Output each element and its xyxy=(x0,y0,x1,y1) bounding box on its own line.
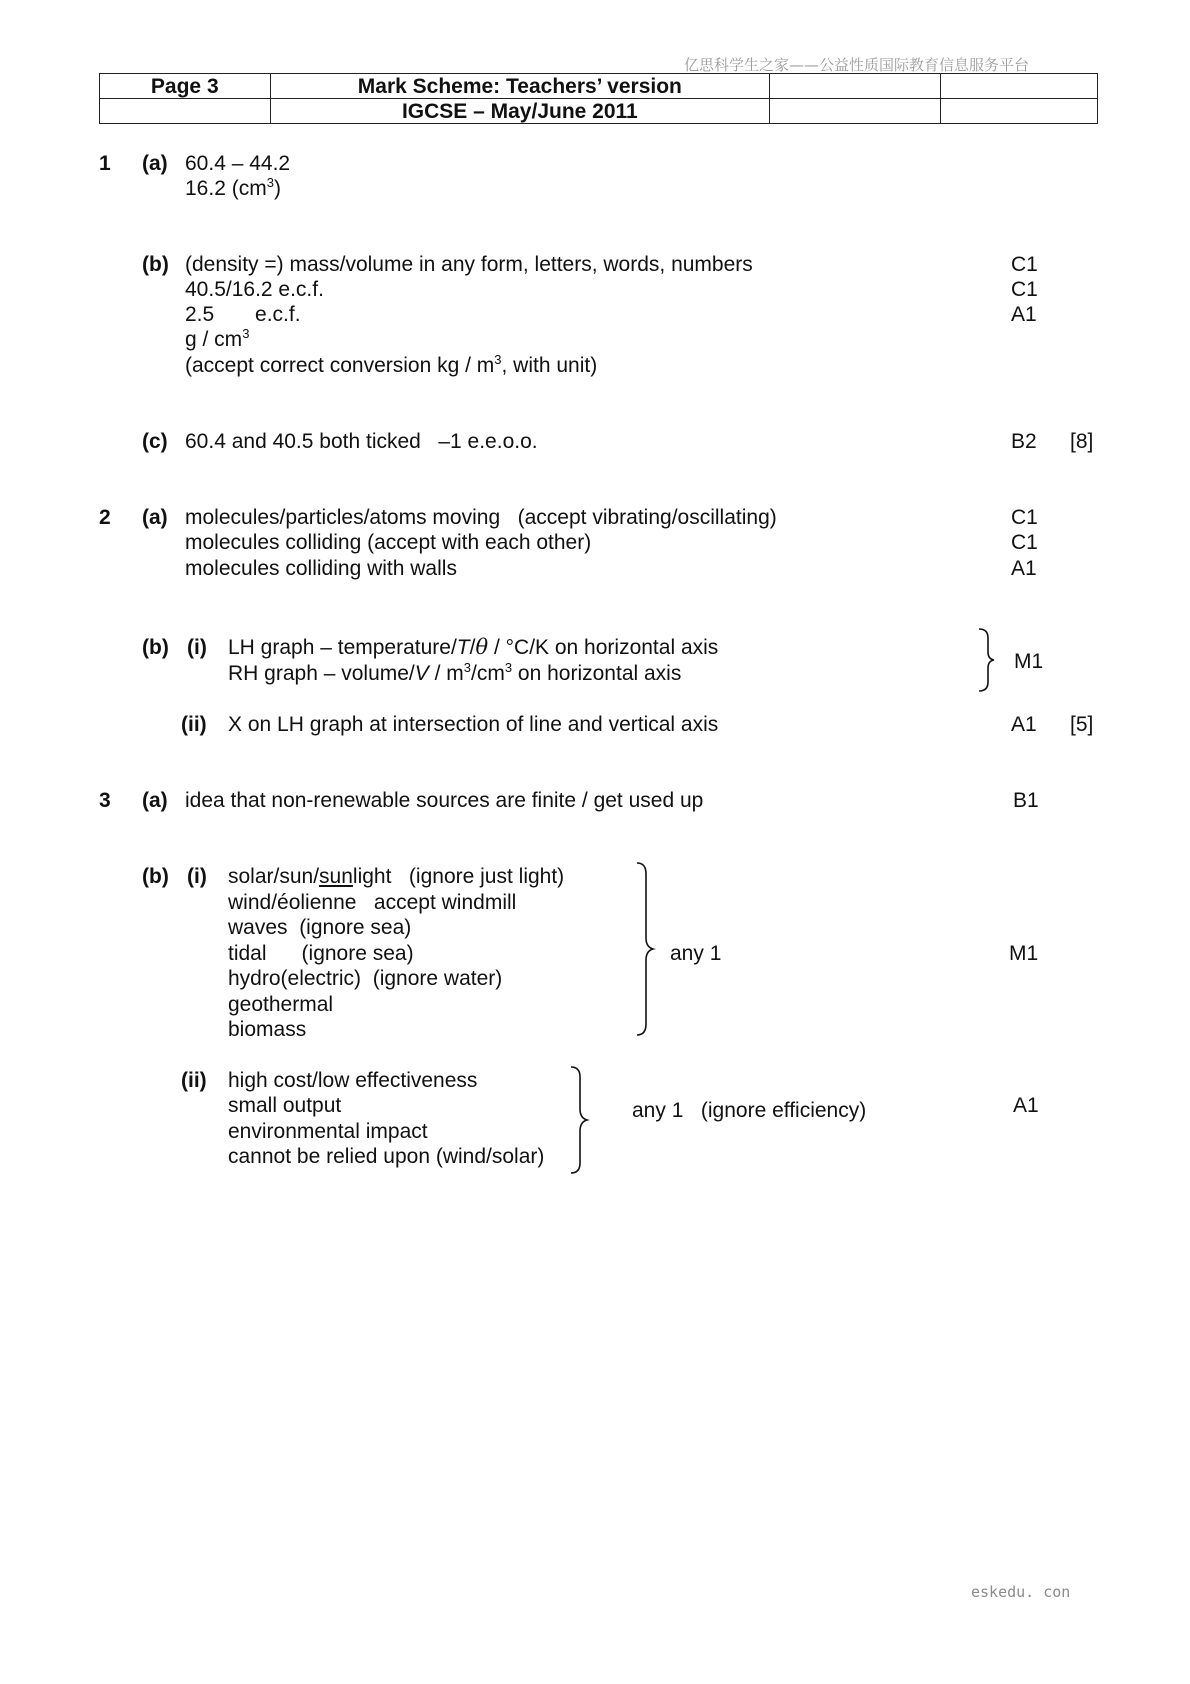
header-empty-cell xyxy=(770,74,940,99)
answer-line: molecules colliding with walls xyxy=(185,557,457,580)
question-number: 2 xyxy=(99,506,111,529)
question-number: 3 xyxy=(99,789,111,812)
answer-line: hydro(electric) (ignore water) xyxy=(228,967,503,990)
answer-line: small output xyxy=(228,1094,342,1117)
answer-line: wind/éolienne accept windmill xyxy=(228,891,517,914)
question-total: [5] xyxy=(1070,713,1094,736)
answer-line: 40.5/16.2 e.c.f. xyxy=(185,278,324,301)
answer-line: geothermal xyxy=(228,993,334,1016)
answer-line: molecules colliding (accept with each other) xyxy=(185,531,592,554)
mark: C1 xyxy=(1011,253,1038,276)
answer-line: high cost/low effectiveness xyxy=(228,1069,478,1092)
header-exam: IGCSE – May/June 2011 xyxy=(270,99,770,124)
mark: A1 xyxy=(1011,713,1037,736)
subpart-label: (i) xyxy=(187,865,207,888)
answer-line: (accept correct conversion kg / $m^3$, with unit) xyxy=(185,352,598,377)
any-one-note: any 1 (ignore efficiency) xyxy=(632,1099,867,1122)
mark: M1 xyxy=(1009,942,1039,965)
right-brace xyxy=(978,628,998,692)
mark: A1 xyxy=(1011,557,1037,580)
mark: M1 xyxy=(1014,650,1044,673)
header-empty-cell xyxy=(100,99,271,124)
answer-line: solar/sun/sunlight (ignore just light) xyxy=(228,865,565,888)
answer-line: biomass xyxy=(228,1018,307,1041)
part-label: (b) xyxy=(142,636,169,659)
question-number: 1 xyxy=(99,152,111,175)
mark: A1 xyxy=(1013,1094,1039,1117)
part-label: (c) xyxy=(142,430,168,453)
subpart-label: (i) xyxy=(187,636,207,659)
mark: C1 xyxy=(1011,278,1038,301)
answer-line: tidal (ignore sea) xyxy=(228,942,414,965)
header-empty-cell xyxy=(940,99,1097,124)
header-table xyxy=(99,73,1098,124)
answer-line: environmental impact xyxy=(228,1120,428,1143)
right-brace xyxy=(636,862,656,1036)
part-label: (a) xyxy=(142,152,168,175)
answer-line: 60.4 – 44.2 xyxy=(185,152,291,175)
answer-line: LH graph – temperature/T/θ / °C/K on horizontal axis xyxy=(228,635,719,659)
answer-line: idea that non-renewable sources are finite / get used up xyxy=(185,789,704,812)
header-empty-cell xyxy=(770,99,940,124)
answer-line: 2.5 e.c.f. xyxy=(185,303,301,326)
mark: C1 xyxy=(1011,531,1038,554)
answer-line: waves (ignore sea) xyxy=(228,916,412,939)
mark: A1 xyxy=(1011,303,1037,326)
answer-line: 16.2 $(cm^3)$ xyxy=(185,175,281,200)
answer-line: RH graph – volume/V / $m^3/cm^3$ on horizontal axis xyxy=(228,660,682,685)
subpart-label: (ii) xyxy=(181,1069,207,1092)
answer-line: X on LH graph at intersection of line and vertical axis xyxy=(228,713,719,736)
part-label: (b) xyxy=(142,253,169,276)
answer-line: (density =) mass/volume in any form, letters, words, numbers xyxy=(185,253,753,276)
answer-line: cannot be relied upon (wind/solar) xyxy=(228,1145,545,1168)
answer-line: molecules/particles/atoms moving (accept vibrating/oscillating) xyxy=(185,506,777,529)
any-one-note: any 1 xyxy=(670,942,722,965)
header-title: Mark Scheme: Teachers’ version xyxy=(270,74,770,99)
mark: C1 xyxy=(1011,506,1038,529)
question-total: [8] xyxy=(1070,430,1094,453)
right-brace xyxy=(570,1066,590,1174)
answer-line: g / $cm^3$ xyxy=(185,326,250,351)
part-label: (b) xyxy=(142,865,169,888)
part-label: (a) xyxy=(142,789,168,812)
footer-site: eskedu. con xyxy=(971,1583,1071,1601)
header-page: Page 3 xyxy=(100,74,271,99)
mark: B1 xyxy=(1013,789,1039,812)
header-empty-cell xyxy=(940,74,1097,99)
part-label: (a) xyxy=(142,506,168,529)
subpart-label: (ii) xyxy=(181,713,207,736)
mark: B2 xyxy=(1011,430,1037,453)
watermark-text: 亿思科学生之家——公益性质国际教育信息服务平台 xyxy=(684,56,1030,74)
answer-line: 60.4 and 40.5 both ticked –1 e.e.o.o. xyxy=(185,430,538,453)
